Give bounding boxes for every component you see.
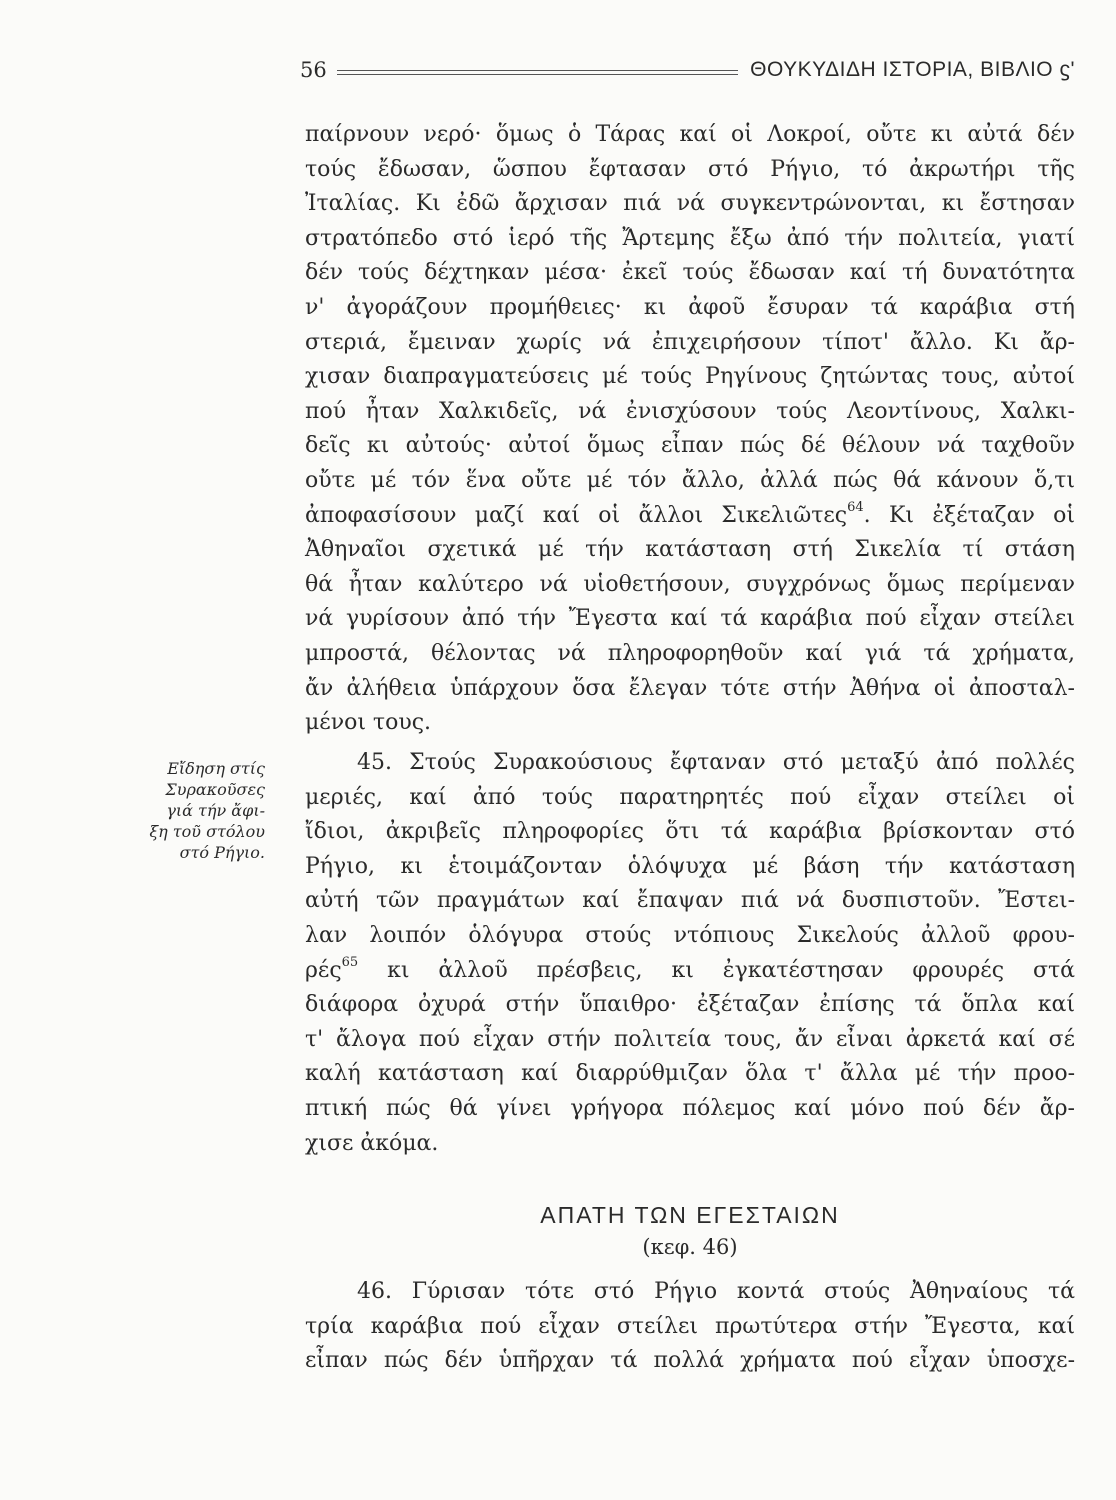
text-line: στεριά, ἔμειναν χωρίς νά ἐπιχειρήσουν τίποτ' ἄλλο. Κι ἄρ- — [305, 329, 1075, 355]
text-line: 45. Στούς Συρακούσιους ἔφταναν στό μεταξύ ἀπό πολλές — [357, 750, 1075, 775]
text-line: Ρήγιο, κι ἑτοιμάζονταν ὁλόψυχα μέ βάση τήν κατάσταση — [305, 853, 1075, 879]
paragraph-45 — [305, 746, 1075, 1161]
text-line: λαν λοιπόν ὁλόγυρα στούς ντόπιους Σικελούς ἀλλοῦ φρου- — [305, 922, 1075, 948]
text-line — [305, 954, 1075, 989]
text-line: τούς ἔδωσαν, ὥσπου ἔφτασαν στό Ρήγιο, τό ἀκρωτήρι τῆς — [305, 156, 1075, 182]
section-subtitle: (κεφ. 46) — [642, 1235, 738, 1259]
margin-note — [120, 758, 265, 863]
text-line: χισαν διαπραγματεύσεις μέ τούς Ρηγίνους ζητώντας τους, αὐτοί — [305, 364, 1075, 390]
footnote-marker-64: 64 — [847, 500, 864, 516]
text-line: μπροστά, θέλοντας νά πληροφορηθοῦν καί γιά τά χρήματα, — [305, 640, 1075, 666]
text-line: οὔτε μέ τόν ἕνα οὔτε μέ τόν ἄλλο, ἀλλά πώς θά κάνουν ὅ,τι — [305, 467, 1075, 493]
text-line: Ἀθηναῖοι σχετικά μέ τήν κατάσταση στή Σικελία τί στάση — [305, 537, 1075, 563]
text-line: τρία καράβια πού εἶχαν στείλει πρωτύτερα στήν Ἔγεστα, καί — [305, 1313, 1075, 1339]
margin-note-line: στό Ρήγιο. — [179, 843, 265, 862]
running-title: ΘΟΥΚΥΔΙΔΗ ΙΣΤΟΡΙΑ, ΒΙΒΛΙΟ ϛ' — [750, 58, 1075, 81]
margin-note-line: Συρακοῦσες — [165, 780, 265, 799]
text-line: θά ἦταν καλύτερο νά υἱοθετήσουν, συγχρόνως ὅμως περίμεναν — [305, 571, 1075, 597]
header-rule — [337, 70, 738, 75]
paragraph-46 — [305, 1275, 1075, 1379]
text-line: τ' ἄλογα πού εἶχαν στήν πολιτεία τους, ἄν εἶναι ἀρκετά καί σέ — [305, 1026, 1075, 1052]
text-line: 46. Γύρισαν τότε στό Ρήγιο κοντά στούς Ἀθηναίους τά — [357, 1279, 1075, 1304]
text-line: παίρνουν νερό· ὅμως ὁ Τάρας καί οἱ Λοκροί, οὔτε κι αὐτά δέν — [305, 122, 1075, 147]
margin-note-line: γιά τήν ἄφι- — [166, 801, 265, 820]
text-line: πτική πώς θά γίνει γρήγορα πόλεμος καί μόνο πού δέν ἄρ- — [305, 1095, 1075, 1121]
text-line: αὐτή τῶν πραγμάτων καί ἔπαψαν πιά νά δυσπιστοῦν. Ἔστει- — [305, 888, 1075, 914]
text-line: στρατόπεδο στό ἱερό τῆς Ἄρτεμης ἔξω ἀπό τήν πολιτεία, γιατί — [305, 225, 1075, 251]
text-fragment: ἀποφασίσουν μαζί καί οἱ ἄλλοι Σικελιῶτες — [305, 502, 848, 528]
text-line: ἴδιοι, ἀκριβεῖς πληροφορίες ὅτι τά καράβια βρίσκονταν στό — [305, 819, 1075, 845]
text-line: καλή κατάσταση καί διαρρύθμιζαν ὅλα τ' ἄλλα μέ τήν προο- — [305, 1061, 1075, 1087]
text-fragment: κι ἀλλοῦ πρέσβεις, κι ἐγκατέστησαν φρουρές στά — [358, 957, 1075, 983]
text-line: εἶπαν πώς δέν ὑπῆρχαν τά πολλά χρήματα πού εἶχαν ὑποσχε- — [305, 1348, 1075, 1374]
paragraph-continuation — [305, 118, 1075, 741]
page-header — [300, 50, 1075, 90]
margin-note-line: Εἴδηση στίς — [167, 759, 265, 778]
text-line — [305, 499, 1075, 534]
text-line: Ἰταλίας. Κι ἐδῶ ἄρχισαν πιά νά συγκεντρώνονται, κι ἔστησαν — [305, 191, 1075, 217]
text-line: ν' ἀγοράζουν προμήθειες· κι ἀφοῦ ἔσυραν τά καράβια στή — [305, 294, 1075, 320]
section-heading: ΑΠΑΤΗ ΤΩΝ ΕΓΕΣΤΑΙΩΝ — [540, 1202, 840, 1228]
text-line: νά γυρίσουν ἀπό τήν Ἔγεστα καί τά καράβια πού εἶχαν στείλει — [305, 606, 1075, 632]
margin-note-line: ξη τοῦ στόλου — [149, 822, 265, 841]
page-number: 56 — [300, 58, 327, 82]
text-fragment: ρές — [305, 957, 342, 983]
text-line: ἄν ἀλήθεια ὑπάρχουν ὅσα ἔλεγαν τότε στήν Ἀθήνα οἱ ἀποσταλ- — [305, 675, 1075, 701]
text-line: δέν τούς δέχτηκαν μέσα· ἐκεῖ τούς ἔδωσαν καί τή δυνατότητα — [305, 260, 1075, 286]
text-line: δεῖς κι αὐτούς· αὐτοί ὅμως εἶπαν πώς δέ θέλουν νά ταχθοῦν — [305, 433, 1075, 459]
text-line: χισε ἀκόμα. — [305, 1130, 439, 1156]
footnote-marker-65: 65 — [341, 955, 359, 971]
text-line: μένοι τους. — [305, 710, 432, 736]
text-line: μεριές, καί ἀπό τούς παρατηρητές πού εἶχαν στείλει οἱ — [305, 784, 1075, 810]
text-fragment: . Κι ἐξέταζαν οἱ — [863, 502, 1075, 528]
text-line: πού ἦταν Χαλκιδεῖς, νά ἐνισχύσουν τούς Λεοντίνους, Χαλκι- — [305, 398, 1075, 424]
text-line: διάφορα ὀχυρά στήν ὕπαιθρο· ἐξέταζαν ἐπίσης τά ὅπλα καί — [305, 992, 1075, 1018]
